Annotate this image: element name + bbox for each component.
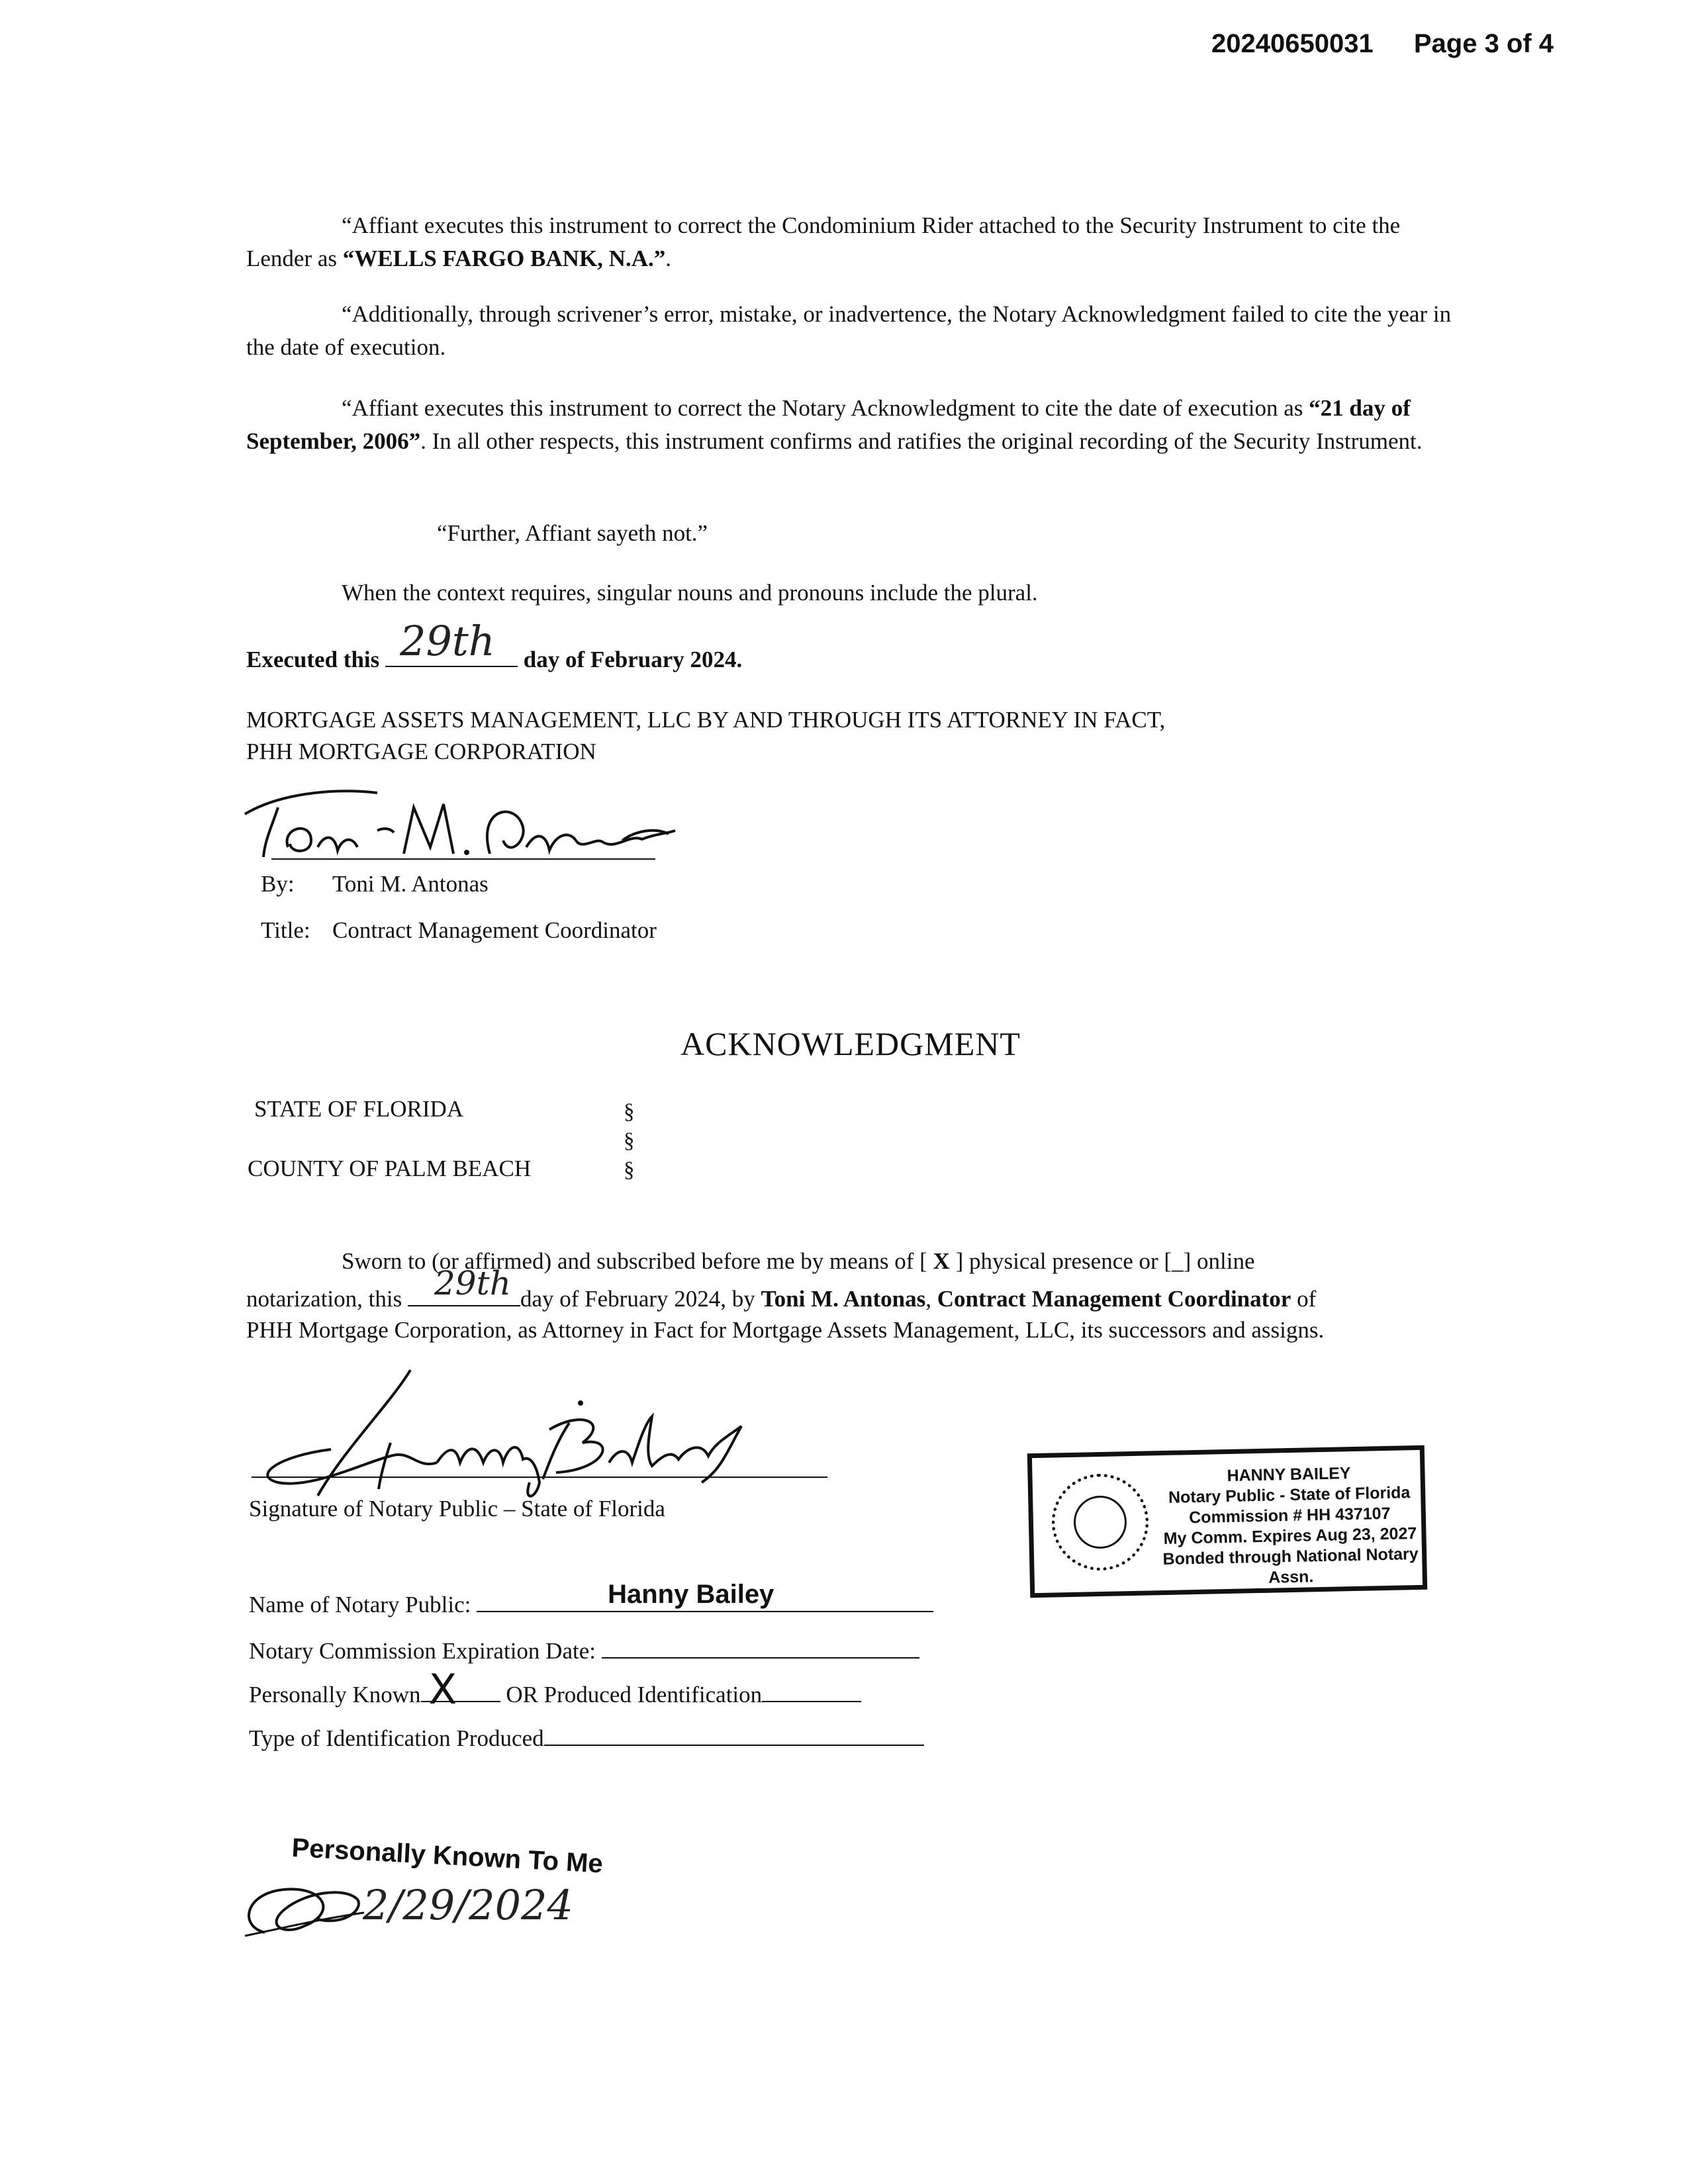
id-type-row: [249, 1722, 924, 1752]
execution-line: Executed this 29th day of February 2024.: [246, 617, 743, 672]
section-symbol: §: [624, 1158, 635, 1182]
acknowledgment-title: ACKNOWLEDGMENT: [680, 1025, 1021, 1062]
section-symbols: [624, 1097, 635, 1185]
notary-name-value: Hanny Bailey: [608, 1580, 774, 1609]
stamp-bonded: Bonded through National Notary Assn.: [1162, 1544, 1419, 1587]
physical-presence-mark: X: [933, 1248, 950, 1274]
notarized-role: Contract Management Coordinator: [937, 1286, 1291, 1312]
notary-seal-icon: [1051, 1473, 1149, 1572]
initials-signature: [238, 1873, 371, 1946]
section-symbol: §: [624, 1100, 635, 1124]
company-line-2: PHH MORTGAGE CORPORATION: [246, 739, 596, 764]
document-number: 20240650031: [1211, 29, 1374, 58]
notarization-day-blank: [408, 1264, 520, 1306]
paragraph-further: “Further, Affiant sayeth not.”: [437, 520, 708, 546]
notarized-person: Toni M. Antonas: [761, 1286, 926, 1312]
company-line-1: MORTGAGE ASSETS MANAGEMENT, LLC BY AND THROUGH ITS ATTORNEY IN FACT,: [246, 707, 1166, 733]
produced-id-blank: [762, 1678, 861, 1702]
sworn-line-3: PHH Mortgage Corporation, as Attorney in Fact for Mortgage Assets Management, LLC, its successors and assigns.: [246, 1317, 1325, 1343]
sworn-line-1: Sworn to (or affirmed) and subscribed before me by means of [ X ] physical presence or [_] online: [342, 1248, 1255, 1274]
signatory-title: Contract Management Coordinator: [332, 917, 657, 943]
stamp-expiration: My Comm. Expires Aug 23, 2027: [1163, 1524, 1417, 1549]
county-label: COUNTY OF PALM BEACH: [248, 1156, 532, 1181]
notary-name-label: Name of Notary Public:: [249, 1592, 471, 1617]
sworn-line-2: notarization, this 29th day of February 2024, by Toni M. Antonas, Contract Management Coordinator of: [246, 1264, 1317, 1312]
paragraph-notary-correction: “Affiant executes this instrument to correct the Notary Acknowledgment to cite the date of execution as “21 day of September, 2006”. In all other respects, this instrument confirms and ratifies the original recording of the Security Instrument.: [246, 395, 1423, 454]
id-type-blank: [544, 1722, 924, 1746]
paragraph-scrivener-error: “Additionally, through scrivener’s error, mistake, or inadvertence, the Notary Acknowledgment failed to cite the year in the date of execution.: [246, 301, 1452, 360]
signatory-signature: [225, 768, 728, 867]
notarization-day-handwritten: 29th: [434, 1264, 511, 1302]
stamp-commission: Commission # HH 437107: [1188, 1504, 1391, 1527]
notary-name-blank: [477, 1580, 933, 1612]
personally-known-mark: X: [428, 1665, 457, 1713]
personally-known-stamp: Personally Known To Me: [291, 1833, 604, 1879]
expiration-blank: [602, 1635, 919, 1659]
expiration-row: [249, 1635, 919, 1664]
state-label: STATE OF FLORIDA: [254, 1096, 464, 1122]
execution-day-handwritten: 29th: [400, 617, 495, 665]
personally-known-blank: [421, 1665, 500, 1713]
stamp-name: HANNY BAILEY: [1227, 1464, 1351, 1485]
section-symbol: §: [624, 1129, 635, 1153]
notary-stamp: [1027, 1445, 1427, 1598]
signatory-title-label: Title:: [261, 917, 310, 943]
online-mark: _: [1172, 1248, 1184, 1274]
signatory-by-label: By:: [261, 871, 295, 897]
execution-day-blank: [385, 617, 518, 667]
produced-id-label: OR Produced Identification: [506, 1682, 763, 1707]
notary-name-row: [249, 1580, 933, 1618]
identification-row: [249, 1665, 861, 1713]
id-type-label: Type of Identification Produced: [249, 1725, 544, 1751]
personally-known-date: 2/29/2024: [363, 1881, 573, 1929]
notary-signature-label: Signature of Notary Public – State of Florida: [249, 1496, 665, 1522]
paragraph-condominium-rider: “Affiant executes this instrument to correct the Condominium Rider attached to the Security Instrument to cite the Lender as “WELLS FARGO BANK, N.A.”.: [246, 212, 1401, 271]
personally-known-label: Personally Known: [249, 1682, 421, 1707]
company-block: [246, 704, 1165, 768]
paragraph-context: When the context requires, singular nouns and pronouns include the plural.: [342, 580, 1038, 606]
expiration-label: Notary Commission Expiration Date:: [249, 1638, 596, 1664]
page-number: Page 3 of 4: [1413, 29, 1554, 58]
signatory-name: Toni M. Antonas: [332, 871, 489, 897]
notary-signature: [238, 1363, 834, 1516]
page-header: [1211, 29, 1554, 59]
stamp-title: Notary Public - State of Florida: [1168, 1483, 1411, 1507]
